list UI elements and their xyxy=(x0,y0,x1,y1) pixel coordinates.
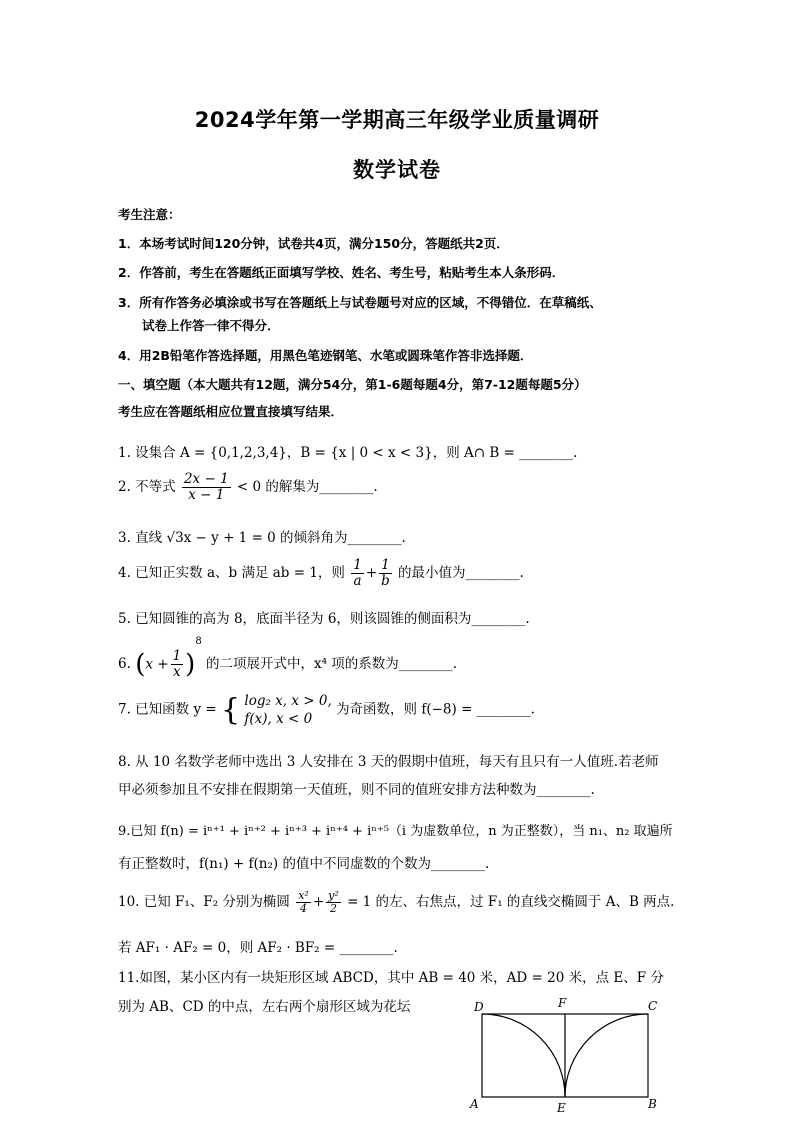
section-heading: 一、填空题（本大题共有12题，满分54分，第1-6题每题4分，第7-12题每题5分） xyxy=(118,377,587,392)
question-7-pre: 7. 已知函数 y = xyxy=(118,701,217,718)
label-c: C xyxy=(648,999,658,1013)
notice-item: 3．所有作答务必填涂或书写在答题纸上与试卷题号对应的区域，不得错位．在草稿纸、 xyxy=(118,295,602,310)
question-7-post: 为奇函数，则 f(−8) = ________. xyxy=(336,701,535,718)
question-2-fraction xyxy=(182,472,231,503)
question-2-pre: 2. 不等式 xyxy=(118,478,176,495)
label-b: B xyxy=(648,1097,657,1111)
section-instruction: 考生应在答题纸相应位置直接填写结果． xyxy=(118,404,344,419)
question-8-line1: 8. 从 10 名数学老师中选出 3 人安排在 3 天的假期中值班，每天有且只有一人值班.若老师 xyxy=(118,754,659,770)
fraction-denominator: x − 1 xyxy=(188,486,225,503)
question-10: 10. 已知 F₁、F₂ 分别为椭圆 $\frac{\text{x²}}{4}$ + $\frac{\text{y²}}{2}$ = 1 的左、右焦点，过 F₁ 的直线交椭圆于 A、B 两点. xyxy=(118,889,675,916)
notice-heading: 考生注意： xyxy=(118,207,181,222)
label-d: D xyxy=(474,1000,484,1014)
question-6: 6. (x + $\frac{1}{x}$ )$^8$ 的二项展开式中，x⁴ 项的系数为________. xyxy=(118,636,458,680)
question-4-post: 的最小值为________. xyxy=(398,564,524,581)
piecewise-case-2: f(x), x < 0 xyxy=(244,711,313,728)
page-subtitle: 数学试卷 xyxy=(353,158,441,182)
notice-item: 2．作答前，考生在答题纸正面填写学校、姓名、考生号，粘贴考生本人条形码． xyxy=(118,265,565,280)
left-sector-arc xyxy=(482,1014,565,1097)
label-e: E xyxy=(557,1101,566,1115)
label-f: F xyxy=(558,996,567,1010)
fraction-one-over-x: $\frac{1}{x}$ xyxy=(172,648,182,680)
question-3: 3. 直线 √3x − y + 1 = 0 的倾斜角为________. xyxy=(118,530,406,546)
question-4-pre: 4. 已知正实数 a、b 满足 ab = 1，则 xyxy=(118,564,345,581)
question-10-post: = 1 的左、右焦点，过 F₁ 的直线交椭圆于 A、B 两点. xyxy=(347,894,675,911)
notice-item: 试卷上作答一律不得分． xyxy=(142,318,280,333)
label-a: A xyxy=(470,1097,479,1111)
piecewise-case-1: log₂ x, x > 0, xyxy=(244,693,332,709)
fraction-one-over-a: $\frac{1}{a}$ xyxy=(353,557,362,589)
question-4: 4. 已知正实数 a、b 满足 ab = 1，则 $\frac{1}{a}$ + $\frac{1}{b}$ 的最小值为________. xyxy=(118,557,524,589)
question-11-line2: 别为 AB、CD 的中点，左右两个扇形区域为花坛 xyxy=(118,999,411,1015)
question-7: 7. 已知函数 y = { log₂ x, x > 0, f(x), x < 0 为奇函数，则 f(−8) = ________. xyxy=(118,692,535,728)
fraction-y2-over-2: $\frac{\text{y²}}{2}$ xyxy=(328,889,339,916)
question-6-pre: 6. xyxy=(118,656,131,672)
right-sector-arc xyxy=(565,1014,648,1097)
fraction-numerator: 2x − 1 xyxy=(183,471,229,487)
page-title: 2024学年第一学期高三年级学业质量调研 xyxy=(194,108,600,132)
question-10-pre: 10. 已知 F₁、F₂ 分别为椭圆 xyxy=(118,894,290,911)
question-2-post: < 0 的解集为________. xyxy=(236,478,378,495)
question-6-post: 的二项展开式中，x⁴ 项的系数为________. xyxy=(205,656,458,672)
question-2 xyxy=(118,472,378,503)
question-8-line2: 甲必须参加且不安排在假期第一天值班，则不同的值班安排方法种数为________. xyxy=(118,782,595,798)
question-9-line1: 9.已知 f(n) = iⁿ⁺¹ + iⁿ⁺² + iⁿ⁺³ + iⁿ⁺⁴ + iⁿ⁺⁵（i 为虚数单位，n 为正整数），当 n₁、n₂ 取遍所 xyxy=(118,824,673,839)
question-11-line1: 11.如图，某小区内有一块矩形区域 ABCD，其中 AB = 40 米，AD = 20 米，点 E、F 分 xyxy=(118,970,664,986)
fraction-one-over-b: $\frac{1}{b}$ xyxy=(381,557,390,589)
question-5: 5. 已知圆锥的高为 8，底面半径为 6，则该圆锥的侧面积为________. xyxy=(118,611,530,627)
question-9-line2: 有正整数时，f(n₁) + f(n₂) 的值中不同虚数的个数为________. xyxy=(118,856,490,872)
question-1: 1. 设集合 A = {0,1,2,3,4}，B = {x | 0 < x < 3}，则 A∩ B = ________. xyxy=(118,445,578,461)
fraction-x2-over-4: $\frac{\text{x²}}{4}$ xyxy=(298,889,309,916)
notice-item: 4．用2B铅笔作答选择题，用黑色笔迹钢笔、水笔或圆珠笔作答非选择题． xyxy=(118,348,533,363)
rectangle-figure xyxy=(466,994,666,1119)
question-10-line2: 若 AF₁ · AF₂ = 0，则 AF₂ · BF₂ = ________. xyxy=(118,940,398,956)
notice-item: 1．本场考试时间120分钟，试卷共4页，满分150分，答题纸共2页． xyxy=(118,236,509,251)
